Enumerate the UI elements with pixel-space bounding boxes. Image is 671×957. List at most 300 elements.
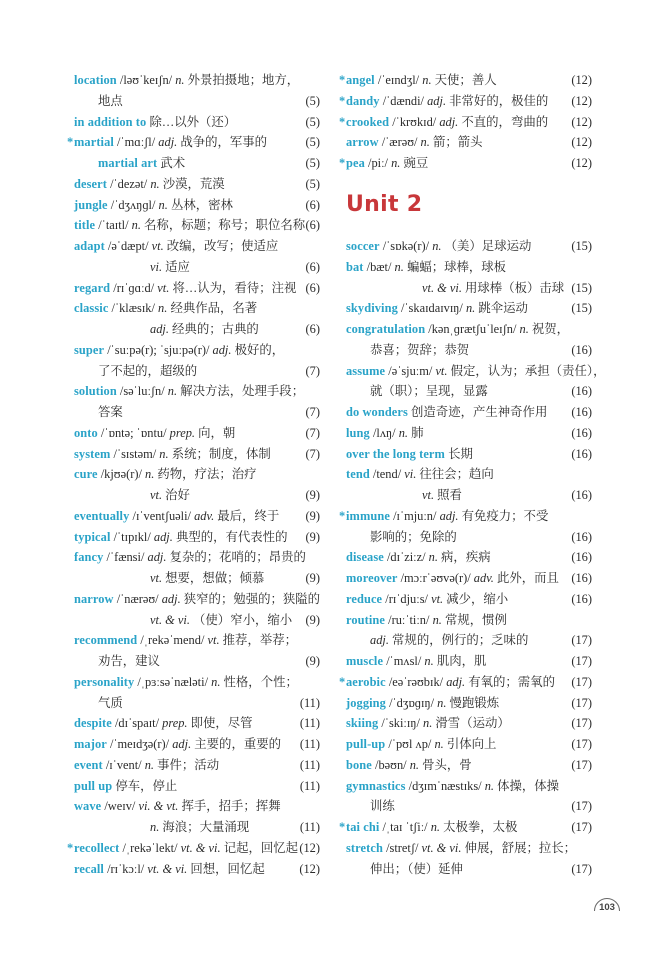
part-of-speech: vi. [404,467,417,482]
part-of-speech: vt. [157,280,170,295]
definition: 滑雪（运动） [435,716,510,731]
page-reference: (12) [299,861,320,876]
part-of-speech: n. [420,135,430,150]
part-of-speech: n. [158,197,168,212]
entry-text [74,319,259,340]
vocab-entry-continuation [346,381,592,402]
page-reference: (5) [305,114,320,129]
phonetic: /ˈsɒkə(r)/ [382,239,430,253]
entry-text [346,319,569,340]
vocab-entry [74,755,320,776]
part-of-speech: prep. [169,425,195,440]
vocab-entry [346,547,592,568]
entry-text [74,776,177,797]
definition: 肺 [411,425,424,440]
vocab-entry-continuation [346,527,592,548]
headword: congratulation [346,322,426,336]
definition: 改编，改写；使适应 [166,239,279,253]
definition: 解决方法，处理手段； [180,384,305,399]
part-of-speech: n. [211,674,221,689]
part-of-speech: n. [131,218,141,233]
entry-text [346,713,510,734]
vocab-entry [346,319,592,340]
phonetic: /ˈsuːpə(r); ˈsjuːpə(r)/ [107,342,210,357]
phonetic: /ˈsɪstəm/ [113,446,157,461]
vocab-entry-continuation [74,568,320,589]
part-of-speech: n. [519,322,529,336]
page-reference: (16) [571,405,592,419]
definition: 体操，体操 [497,778,560,793]
entry-text [346,755,472,776]
definition: 回想，回忆起 [190,861,265,876]
headword: martial [74,135,114,150]
page-reference: (11) [299,716,320,731]
definition: 减少，缩小 [446,591,509,606]
headword: desert [74,176,107,191]
entry-text [74,278,296,299]
part-of-speech: vt. & vi. [147,861,188,876]
page-reference: (6) [305,280,320,295]
phonetic: /ɪˈvent/ [105,757,142,772]
part-of-speech: n. [430,820,440,834]
phonetic: /dɪˈziːz/ [386,550,426,565]
vocab-entry-continuation [74,485,320,506]
headword: moreover [346,571,398,585]
part-of-speech: n. [150,176,160,191]
vocab-entry [74,859,320,880]
vocab-entry [346,838,592,859]
definition: 肌肉，肌 [436,654,487,668]
page-reference: (12) [571,93,592,108]
page-reference: (9) [305,654,320,668]
phonetic: /ˈmɑːʃl/ [117,135,156,150]
definition: 创造奇迹，产生神奇作用 [411,405,548,419]
definition: 恭喜；贺辞；恭贺 [370,342,470,357]
entry-text [339,70,497,91]
vocab-entry-continuation [346,630,592,651]
vocab-entry [346,132,592,153]
part-of-speech: adv. [194,508,215,523]
part-of-speech: n. [150,820,160,834]
phonetic: /ˈkrʊkɪd/ [392,114,437,129]
vocab-entry [74,527,320,548]
entry-text [346,547,491,568]
definition: 往往会；趋向 [419,467,494,482]
headword: title [74,218,96,233]
definition: 劝告，建议 [98,654,160,668]
page-reference: (16) [571,342,592,357]
part-of-speech: adj. [147,550,167,565]
vocab-entry [74,153,320,174]
definition: 此外，而且 [496,571,559,585]
star-marker: * [339,820,346,834]
phonetic: /ˌtaɪ ˈtʃiː/ [382,820,428,834]
part-of-speech: vt. & vi. [150,612,190,627]
definition: 经典的；古典的 [172,322,259,336]
definition: 假定，认为；承担（责任）， [450,363,606,378]
vocab-entry-continuation [74,651,320,672]
part-of-speech: n. [398,425,408,440]
part-of-speech: n. [437,695,447,710]
page-reference: (9) [305,488,320,502]
phonetic: /dɪˈspaɪt/ [114,716,160,731]
headword: muscle [346,654,384,668]
phonetic: /mɔːrˈəʊvə(r)/ [400,571,471,585]
headword: tai chi [346,820,380,834]
definition: 病，疾病 [441,550,491,565]
entry-text [74,589,320,610]
headword: personality [74,674,135,689]
definition: 记起，回忆起 [223,840,299,855]
phonetic: /eəˈrəʊbɪk/ [388,674,444,689]
part-of-speech: n. [394,259,404,274]
definition: 适应 [165,259,190,274]
page-reference: (11) [299,737,320,751]
part-of-speech: n. [465,301,476,316]
page-reference: (6) [305,259,320,274]
phonetic: /ˈpʊl ʌp/ [388,737,432,751]
vocab-entry-continuation [346,796,592,817]
part-of-speech: n. [391,156,401,170]
vocab-entry [67,838,320,859]
phonetic: /ˌpɜːsəˈnæləti/ [137,674,209,689]
entry-text [346,838,576,859]
page-reference: (17) [571,820,592,834]
phonetic: /əˈsjuːm/ [388,363,433,378]
vocab-column-left [67,70,321,879]
definition: 箭；箭头 [432,135,483,150]
page-reference: (11) [299,778,320,793]
definition: 祝贺， [531,322,570,336]
headword: location [74,73,117,87]
phonetic: /ˈfænsi/ [106,550,145,565]
vocab-entry-continuation [346,859,592,880]
phonetic: /ˈklæsɪk/ [111,301,155,316]
vocab-entry [74,195,320,216]
page-reference: (12) [571,114,592,129]
page-reference: (9) [305,508,320,523]
vocab-entry [74,444,320,465]
headword: crooked [346,114,390,129]
definition: 蝙蝠；球棒，球板 [406,259,507,274]
page-reference: (17) [571,799,592,814]
page-reference: (16) [571,550,592,565]
headword: arrow [346,135,379,150]
headword: soccer [346,239,380,253]
page-reference: (15) [571,239,592,253]
page-reference: (6) [305,197,320,212]
vocab-entry [74,630,320,651]
headword: tend [346,467,370,482]
entry-text [74,91,123,112]
part-of-speech: vt. & vi. [422,280,462,295]
definition: 就（职）；呈现，显露 [370,384,488,399]
entry-text [74,651,160,672]
entry-text [346,527,457,548]
page-reference: (16) [571,591,592,606]
phonetic: /rɪˈdjuːs/ [385,591,428,606]
page-reference: (12) [299,840,320,855]
phonetic: /ˈdʒɒɡɪŋ/ [389,695,435,710]
vocab-entry [74,298,320,319]
entry-text [346,776,559,797]
definition: 复杂的；花哨的；昂贵的 [169,550,306,565]
phonetic: /ˌrekəˈmend/ [140,633,205,648]
entry-text [339,112,549,133]
headword: skydiving [346,301,398,316]
entry-text [339,817,518,838]
headword: cure [74,467,98,482]
part-of-speech: vt. [435,363,448,378]
definition: 海浪；大量涌现 [162,820,250,834]
entry-text [74,527,287,548]
vocab-entry [74,672,320,693]
entry-text [346,298,528,319]
phonetic: /ˈɒntə; ˈɒntu/ [100,425,167,440]
entry-text [346,464,494,485]
entry-text [74,215,305,236]
entry-text [346,734,496,755]
entry-text [346,568,559,589]
headword: aerobic [346,674,386,689]
entry-text [74,610,292,631]
vocab-entry [346,298,592,319]
part-of-speech: prep. [162,716,188,731]
definition: 极好的， [234,342,285,357]
definition: 名称，标题；称号；职位名称 [144,218,306,233]
entry-text [346,589,508,610]
vocab-entry [74,215,320,236]
vocab-entry [74,589,320,610]
headword: fancy [74,550,104,565]
entry-text [74,70,299,91]
vocab-entry [346,776,592,797]
entry-text [74,506,279,527]
entry-text [74,112,236,133]
part-of-speech: adj. [446,674,466,689]
phonetic: /ˈmeɪdʒə(r)/ [109,737,170,751]
page-reference: (5) [305,156,320,170]
entry-text [346,630,528,651]
headword: typical [74,529,111,544]
entry-text [67,838,299,859]
page-reference: (5) [305,176,320,191]
page-reference: (17) [571,633,592,648]
vocab-entry [346,755,592,776]
phonetic: /ˈdʒʌŋɡl/ [110,197,156,212]
vocab-entry [346,423,592,444]
part-of-speech: adv. [473,571,494,585]
page-reference: (17) [571,861,592,876]
vocab-entry [346,257,592,278]
vocab-entry [339,817,592,838]
entry-text [74,298,257,319]
vocab-entry [346,568,592,589]
page-reference: (11) [299,695,320,710]
part-of-speech: adj. [370,633,389,648]
definition: 经典作品，名著 [170,301,258,316]
vocab-entry [346,464,592,485]
vocab-entry [74,70,320,91]
definition: 不直的，弯曲的 [461,114,549,129]
page-reference: (11) [299,820,320,834]
definition: 气质 [98,695,123,710]
part-of-speech: vt. & vi. [421,840,462,855]
entry-text [346,485,462,506]
headword: dandy [346,93,380,108]
entry-text [346,132,483,153]
phonetic: /səˈluːʃn/ [119,384,165,399]
entry-text [74,547,306,568]
vocab-entry [339,91,592,112]
page-reference: (16) [571,571,592,585]
part-of-speech: adj. [172,737,192,751]
unit-heading: Unit 2 [346,192,423,217]
star-marker: * [67,840,74,855]
definition: 停车，停止 [115,778,178,793]
vocab-entry [74,174,320,195]
entry-text [74,630,297,651]
definition: 地点 [98,93,123,108]
part-of-speech: n. [144,757,155,772]
definition: 非常好的，极佳的 [449,93,549,108]
entry-text [74,568,264,589]
part-of-speech: vi. & vt. [138,799,179,814]
vocab-column-right-unit1 [339,70,592,174]
vocab-entry [74,112,320,133]
part-of-speech: adj. [427,93,447,108]
vocab-entry-continuation [74,361,320,382]
definition: 即使，尽管 [190,716,253,731]
phonetic: /dʒɪmˈnæstɪks/ [408,778,482,793]
vocab-entry [346,361,606,382]
part-of-speech: vt. [150,571,163,585]
star-marker: * [339,156,346,170]
definition: 武术 [160,156,186,170]
page-reference: (12) [571,156,592,170]
entry-text [346,796,395,817]
definition: 主要的，重要的 [194,737,282,751]
definition: 将…认为，看待；注视 [172,280,297,295]
phonetic: /lʌŋ/ [372,425,396,440]
definition: 除…以外（还） [149,114,237,129]
vocab-entry [74,734,320,755]
definition: 豌豆 [403,156,429,170]
phonetic: /ˈdezət/ [110,176,148,191]
part-of-speech: n. [423,716,433,731]
page-reference: (12) [571,73,592,87]
phonetic: /kənˌɡrætʃuˈleɪʃn/ [428,322,517,336]
definition: 慢跑锻炼 [449,695,500,710]
part-of-speech: adj. [212,342,232,357]
entry-text [346,340,469,361]
page-reference: (15) [571,301,592,316]
definition: 外景拍摄地；地方， [187,73,300,87]
headword: angel [346,73,375,87]
phonetic: /ˈskiːɪŋ/ [381,716,420,731]
part-of-speech: adj. [439,508,459,523]
vocab-entry-continuation [74,817,320,838]
definition: 狭窄的；勉强的；狭隘的 [183,591,321,606]
entry-text [74,361,197,382]
entry-text [346,610,507,631]
phonetic: /rɪˈkɔːl/ [107,861,145,876]
vocab-entry [339,112,592,133]
vocab-entry-continuation [346,485,592,506]
phonetic: /ˈmʌsl/ [386,654,422,668]
definition: 天使；善人 [434,73,497,87]
part-of-speech: adj. [158,135,178,150]
entry-text [74,423,235,444]
part-of-speech: n. [175,73,185,87]
headword: over the long term [346,446,445,461]
part-of-speech: n. [409,757,419,772]
vocab-column-right-unit2 [339,236,606,879]
part-of-speech: n. [167,384,178,399]
entry-text [346,859,463,880]
part-of-speech: n. [158,301,168,316]
entry-text [74,859,265,880]
definition: 战争的，军事的 [180,135,268,150]
vocab-entry [346,734,592,755]
entry-text [346,423,424,444]
entry-text [346,361,605,382]
definition: 引体向上 [446,737,497,751]
definition: 沙漠，荒漠 [162,176,225,191]
definition: 系统；制度，体制 [171,446,271,461]
definition: 挥手，招手；挥舞 [181,799,281,814]
definition: （美）足球运动 [444,239,532,253]
entry-text [74,796,281,817]
phonetic: /ˈdændi/ [382,93,424,108]
headword: pull up [74,778,113,793]
definition: 照看 [437,488,462,502]
vocab-entry [74,381,320,402]
phonetic: /ləʊˈkeɪʃn/ [119,73,173,87]
vocab-entry [346,236,592,257]
definition: 长期 [448,446,473,461]
entry-text [346,444,473,465]
definition: （使）窄小，缩小 [193,612,293,627]
definition: 跳伞运动 [478,301,528,316]
phonetic: /bəʊn/ [375,757,407,772]
entry-text [346,236,531,257]
headword: system [74,446,111,461]
definition: 治好 [165,488,190,502]
vocab-entry-continuation [346,340,592,361]
entry-text [346,278,564,299]
definition: 伸展，舒展；拉长； [464,840,577,855]
vocab-entry [339,672,592,693]
headword: routine [346,612,386,627]
part-of-speech: vt. & vi. [180,840,221,855]
phonetic: /tend/ [372,467,402,482]
headword: super [74,342,105,357]
page-reference: (17) [571,737,592,751]
vocab-entry-continuation [346,278,592,299]
phonetic: /ˈærəʊ/ [381,135,418,150]
page-reference: (5) [305,135,320,150]
star-marker: * [339,93,346,108]
headword: pull-up [346,737,386,751]
vocab-entry [74,796,320,817]
vocab-entry [74,506,320,527]
headword: jogging [346,695,386,710]
definition: 丛林，密林 [170,197,233,212]
headword: adapt [74,239,105,253]
page-reference: (7) [305,405,320,419]
entry-text [74,153,185,174]
